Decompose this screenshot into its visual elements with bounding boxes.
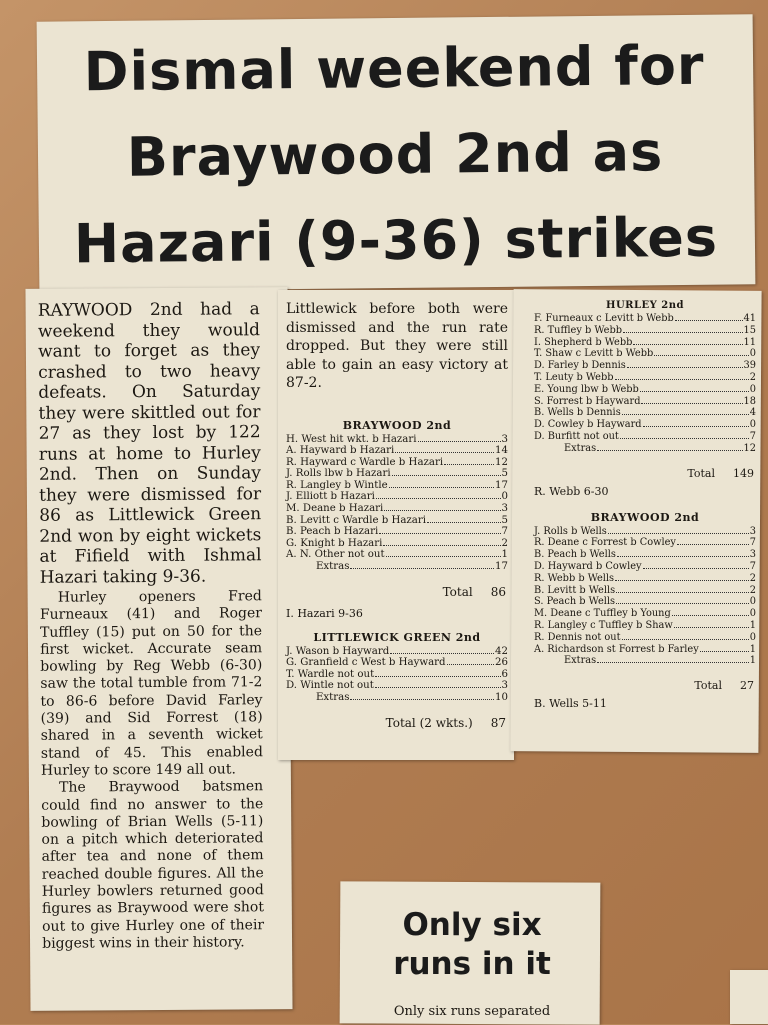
batting-row (286, 646, 508, 658)
report-continuation: Littlewick before both were dismissed and the run rate dropped. But they were still able to gain an easy victory at 87-2. (286, 301, 508, 391)
batsman: S. Forrest b Hayward (534, 395, 641, 407)
batting-row (534, 561, 756, 573)
runs: 0 (749, 596, 756, 608)
headline (59, 22, 732, 287)
batting-row (534, 419, 756, 431)
batsman: B. Peach b Hazari (286, 526, 379, 538)
batsman: A. N. Other not out (286, 549, 385, 561)
hurley-scorecard (534, 300, 756, 499)
batting-row (534, 585, 756, 597)
batting-row (286, 445, 508, 457)
batsman: B. Levitt b Wells (534, 584, 616, 596)
batsman: J. Rolls b Wells (534, 525, 607, 537)
headline-line-1: Dismal weekend for (83, 33, 705, 104)
batting-row (286, 457, 508, 469)
total-row: Total 86 (442, 584, 506, 599)
batting-row (534, 325, 756, 337)
runs: 7 (749, 560, 756, 572)
scorecard-title: LITTLEWICK GREEN 2nd (313, 630, 481, 644)
batsman: D. Wintle not out (286, 680, 374, 692)
batting-row (534, 526, 756, 538)
batsman: G. Granfield c West b Hayward (286, 657, 446, 669)
report-paragraph-3: The Braywood batsmen could find no answer to the bowling of Brian Wells (5-11) on a pitch which deteriorated after tea and none of them reached double figures. All the Hurley bowlers returned good figures as Braywood were shot out to give Hurley one of their biggest wins in their history. (41, 778, 265, 952)
batsman: D. Burfitt not out (534, 430, 619, 442)
runs: 1 (749, 619, 756, 631)
batsman: R. Langley c Tuffley b Shaw (534, 619, 673, 631)
braywood-sunday-scorecard (286, 419, 508, 621)
runs: 3 (501, 503, 508, 515)
extras-row: Extras 10 (316, 692, 508, 703)
batsman: D. Hayward b Cowley (534, 560, 642, 572)
runs: 12 (495, 456, 508, 468)
batting-row (534, 549, 756, 561)
runs: 42 (495, 645, 508, 657)
batsman: D. Cowley b Hayward (534, 419, 642, 431)
report-paragraph-2: Hurley openers Fred Furneaux (41) and Roger Tuffley (15) put on 50 for the first wicket. Accurate seam bowling by Reg Webb (6-30) saw the total tumble from 71-2 to 86-6 before David Farley (39) and Sid Forrest (18) shared in a seventh wicket stand of 45. This enabled Hurley to score 149 all out. (39, 588, 263, 779)
runs: 26 (495, 657, 508, 669)
report-paragraph-1: RAYWOOD 2nd had a weekend they would want to forget as they crashed to two heavy defeats. On Saturday they were skittled out for 27 as they lost by 122 runs at home to Hurley 2nd. Then on Sunday they were dismissed for 86 as Littlewick Green 2nd won by eight wickets at Fifield with Ishmal Hazari taking 9-36. (37, 299, 262, 588)
second-article-text: Only six runs separated (393, 1004, 551, 1019)
batsman: A. Richardson st Forrest b Farley (534, 643, 699, 655)
extras-row: Extras 17 (316, 561, 508, 573)
batsman: R. Hayward c Wardle b Hazari (286, 456, 444, 468)
runs: 7 (501, 526, 508, 538)
runs: 2 (749, 572, 756, 584)
batsman: B. Levitt c Wardle b Hazari (286, 514, 427, 526)
headline-line-2: Braywood 2nd as (126, 120, 664, 189)
batting-row (534, 608, 756, 620)
edge-clipping (730, 970, 768, 1024)
runs: 39 (743, 360, 756, 372)
batting-row (286, 538, 508, 550)
scorecard-title: BRAYWOOD 2nd (590, 510, 700, 524)
runs: 3 (749, 525, 756, 537)
batsman: M. Deane c Tuffley b Young (534, 608, 671, 620)
runs: 0 (749, 608, 756, 620)
runs: 14 (495, 445, 508, 457)
right-column (534, 300, 756, 711)
batsman: S. Peach b Wells (534, 596, 616, 608)
batsman: I. Shepherd b Webb (534, 336, 633, 348)
batting-row (534, 337, 756, 349)
littlewick-scorecard (286, 631, 508, 730)
batting-row (534, 313, 756, 325)
runs: 7 (749, 537, 756, 549)
batting-row (534, 573, 756, 585)
batting-row (286, 480, 508, 492)
batsman: T. Shaw c Levitt b Webb (534, 348, 654, 360)
batsman: F. Furneaux c Levitt b Webb (534, 313, 674, 324)
runs: 2 (501, 537, 508, 549)
batting-row (286, 549, 508, 561)
batting-row (534, 632, 756, 644)
runs: 0 (501, 491, 508, 503)
batting-row (534, 396, 756, 408)
batsman: R. Dennis not out (534, 631, 621, 643)
batting-row (534, 620, 756, 632)
batting-row (534, 644, 756, 656)
batsman: A. Hayward b Hazari (286, 445, 395, 457)
batsman: B. Peach b Wells (534, 549, 616, 561)
runs: 0 (749, 631, 756, 643)
batting-row (534, 384, 756, 396)
braywood-saturday-scorecard (534, 511, 756, 712)
bowling-figures: I. Hazari 9-36 (286, 606, 363, 620)
batsman: E. Young lbw b Webb (534, 383, 639, 395)
batsman: J. Wason b Hayward (286, 645, 390, 657)
runs: 15 (743, 324, 756, 336)
bowling-figures: R. Webb 6-30 (534, 484, 609, 498)
runs: 5 (501, 514, 508, 526)
batting-row (534, 407, 756, 419)
runs: 3 (501, 433, 508, 445)
batting-row (286, 680, 508, 692)
runs: 0 (749, 383, 756, 395)
batsman: H. West hit wkt. b Hazari (286, 433, 417, 445)
runs: 0 (749, 419, 756, 431)
batsman: B. Wells b Dennis (534, 407, 621, 419)
batsman: J. Rolls lbw b Hazari (286, 468, 391, 480)
runs: 2 (749, 584, 756, 596)
batting-row (286, 468, 508, 480)
batsman: J. Elliott b Hazari (286, 491, 375, 503)
batsman: M. Deane b Hazari (286, 503, 384, 515)
runs: 1 (749, 643, 756, 655)
batsman: T. Wardle not out (286, 668, 375, 680)
batting-row (286, 491, 508, 503)
scorecard-title: HURLEY 2nd (606, 300, 684, 311)
extras-row: Extras 12 (564, 442, 756, 454)
batsman: D. Farley b Dennis (534, 360, 626, 372)
batting-row (534, 372, 756, 384)
runs: 41 (743, 313, 756, 324)
extras-row: Extras 1 (564, 655, 756, 667)
second-article-headline: Only six runs in it (393, 907, 551, 982)
batting-row (286, 657, 508, 669)
runs: 11 (743, 336, 756, 348)
batsman: T. Leuty b Webb (534, 371, 614, 383)
batting-row (534, 348, 756, 360)
batsman: R. Tuffley b Webb (534, 324, 622, 336)
bowling-figures: B. Wells 5-11 (534, 697, 607, 711)
middle-column (286, 300, 508, 730)
batting-row (534, 431, 756, 443)
batsman: R. Deane c Forrest b Cowley (534, 537, 676, 549)
batting-row (286, 503, 508, 515)
batting-row (534, 360, 756, 372)
runs: 6 (501, 668, 508, 680)
batting-row (286, 515, 508, 527)
match-report (38, 299, 265, 953)
total-row: Total 149 (687, 466, 754, 480)
runs: 0 (749, 348, 756, 360)
headline-line-3: Hazari (9-36) strikes (73, 205, 719, 276)
runs: 17 (495, 479, 508, 491)
batsman: G. Knight b Hazari (286, 537, 383, 549)
batsman: R. Webb b Wells (534, 572, 615, 584)
runs: 3 (501, 680, 508, 692)
batting-row (534, 596, 756, 608)
batsman: R. Langley b Wintle (286, 479, 388, 491)
batting-row (286, 669, 508, 681)
runs: 5 (501, 468, 508, 480)
scorecard-title: BRAYWOOD 2nd (342, 418, 452, 432)
runs: 1 (501, 549, 508, 561)
runs: 2 (749, 371, 756, 383)
batting-row (286, 434, 508, 446)
runs: 4 (749, 407, 756, 419)
batting-row (534, 537, 756, 549)
runs: 7 (749, 430, 756, 442)
total-row: Total (2 wkts.) 87 (385, 715, 506, 730)
runs: 18 (743, 395, 756, 407)
total-row: Total 27 (694, 679, 754, 693)
runs: 3 (749, 549, 756, 561)
batting-row (286, 526, 508, 538)
